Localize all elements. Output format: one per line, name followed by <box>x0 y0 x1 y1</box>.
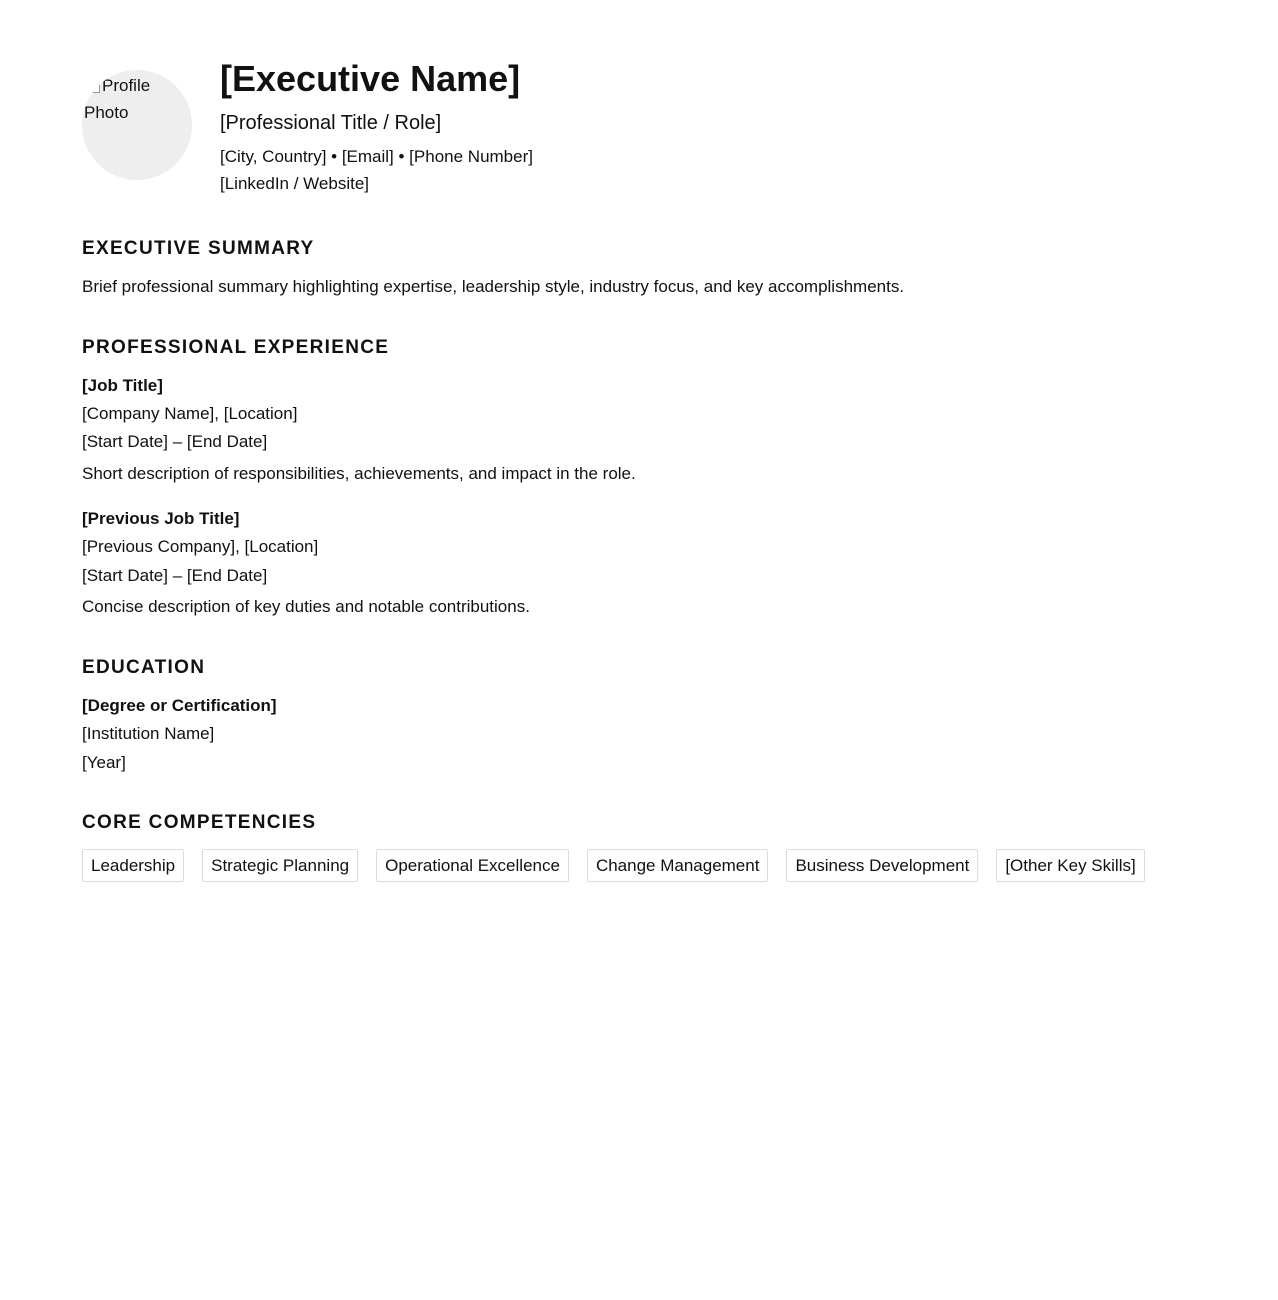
skill-chip: Operational Excellence <box>376 849 569 882</box>
contact-line: [City, Country] • [Email] • [Phone Number] <box>220 147 533 166</box>
job-company: [Previous Company], [Location] <box>82 537 319 556</box>
skill-chip: [Other Key Skills] <box>996 849 1144 882</box>
skill-chip: Business Development <box>786 849 978 882</box>
skill-chip: Leadership <box>82 849 184 882</box>
job-title: [Previous Job Title] <box>82 509 240 528</box>
section-heading-summary: EXECUTIVE SUMMARY <box>82 238 315 259</box>
institution-name: [Institution Name] <box>82 724 215 743</box>
job-title: [Job Title] <box>82 376 163 395</box>
profile-photo-alt-text: Profile Photo <box>84 72 164 126</box>
job-dates: [Start Date] – [End Date] <box>82 432 268 451</box>
job-description: Concise description of key duties and notable contributions. <box>82 597 530 616</box>
section-heading-competencies: CORE COMPETENCIES <box>82 812 317 833</box>
section-heading-education: EDUCATION <box>82 657 206 678</box>
job-dates: [Start Date] – [End Date] <box>82 566 268 585</box>
contact-info <box>220 143 533 197</box>
skill-chip: Strategic Planning <box>202 849 358 882</box>
resume-header <box>220 58 533 197</box>
degree-title: [Degree or Certification] <box>82 696 277 715</box>
education-section <box>82 656 1192 774</box>
executive-summary-section <box>82 237 1192 298</box>
skill-chip: Change Management <box>587 849 769 882</box>
education-year: [Year] <box>82 753 126 772</box>
skills-list <box>82 849 1192 882</box>
executive-name: [Executive Name] <box>220 58 521 99</box>
professional-title: [Professional Title / Role] <box>220 112 442 134</box>
competencies-section <box>82 811 1192 882</box>
profile-photo <box>82 70 192 180</box>
summary-text: Brief professional summary highlighting expertise, leadership style, industry focus, and key accomplishments. <box>82 277 905 296</box>
job-company: [Company Name], [Location] <box>82 404 298 423</box>
job-entry <box>82 375 1192 485</box>
job-description: Short description of responsibilities, achievements, and impact in the role. <box>82 464 636 483</box>
web-line: [LinkedIn / Website] <box>220 174 369 193</box>
job-entry <box>82 508 1192 618</box>
section-heading-experience: PROFESSIONAL EXPERIENCE <box>82 337 390 358</box>
experience-section <box>82 336 1192 618</box>
